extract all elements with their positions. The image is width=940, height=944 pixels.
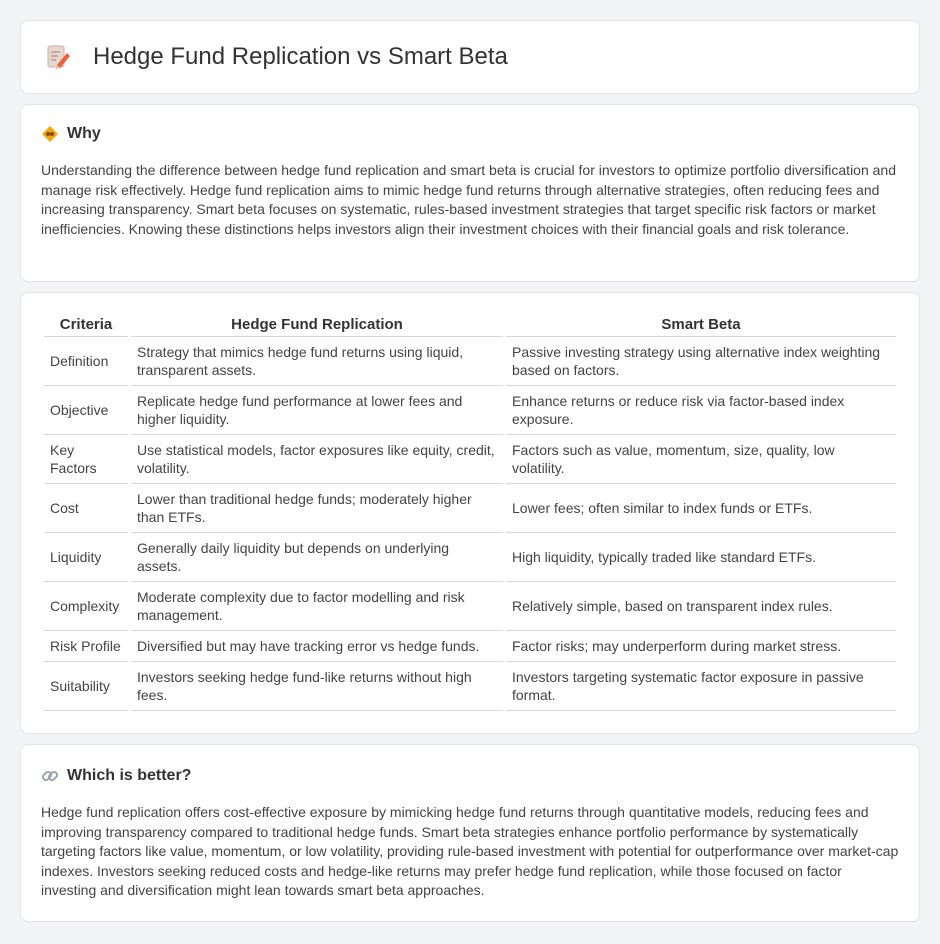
smart-beta-cell: Enhance returns or reduce risk via factor-based index exposure. <box>506 386 896 435</box>
criteria-cell: Complexity <box>44 582 128 631</box>
hedge-fund-cell: Use statistical models, factor exposures like equity, credit, volatility. <box>131 435 503 484</box>
hedge-fund-cell: Lower than traditional hedge funds; moderately higher than ETFs. <box>131 484 503 533</box>
hedge-fund-cell: Investors seeking hedge fund-like returns without high fees. <box>131 662 503 711</box>
handshake-icon <box>41 125 59 143</box>
table-row <box>44 631 896 662</box>
hedge-fund-cell: Replicate hedge fund performance at lower fees and higher liquidity. <box>131 386 503 435</box>
criteria-cell: Key Factors <box>44 435 128 484</box>
smart-beta-cell: Relatively simple, based on transparent index rules. <box>506 582 896 631</box>
hedge-fund-cell: Strategy that mimics hedge fund returns using liquid, transparent assets. <box>131 337 503 386</box>
criteria-cell: Risk Profile <box>44 631 128 662</box>
table-row <box>44 662 896 711</box>
comparison-table-card <box>20 292 920 734</box>
smart-beta-cell: High liquidity, typically traded like standard ETFs. <box>506 533 896 582</box>
table-row <box>44 386 896 435</box>
column-header: Hedge Fund Replication <box>131 313 503 337</box>
table-row <box>44 484 896 533</box>
why-title: Why <box>67 125 101 142</box>
smart-beta-cell: Investors targeting systematic factor exposure in passive format. <box>506 662 896 711</box>
why-text: Understanding the difference between hedge fund replication and smart beta is crucial for investors to optimize portfolio diversification and manage risk effectively. Hedge fund replication aims to mimic hedge fund returns through alternative strategies, often reducing fees and increasing transparency. Smart beta focuses on systematic, rules-based investment strategies that target specific risk factors or market inefficiencies. Knowing these distinctions helps investors align their investment choices with their financial goals and risk tolerance. <box>41 162 897 237</box>
table-header-row <box>44 313 896 337</box>
criteria-cell: Definition <box>44 337 128 386</box>
smart-beta-cell: Passive investing strategy using alternative index weighting based on factors. <box>506 337 896 386</box>
table-row <box>44 533 896 582</box>
smart-beta-cell: Factors such as value, momentum, size, quality, low volatility. <box>506 435 896 484</box>
criteria-cell: Suitability <box>44 662 128 711</box>
table-row <box>44 337 896 386</box>
smart-beta-cell: Lower fees; often similar to index funds or ETFs. <box>506 484 896 533</box>
column-header: Criteria <box>44 313 128 337</box>
criteria-cell: Objective <box>44 386 128 435</box>
which-is-better-section <box>20 744 920 922</box>
why-section <box>20 104 920 282</box>
hedge-fund-cell: Generally daily liquidity but depends on underlying assets. <box>131 533 503 582</box>
comparison-table <box>41 313 899 711</box>
table-row <box>44 435 896 484</box>
criteria-cell: Cost <box>44 484 128 533</box>
document-pencil-icon <box>45 44 71 70</box>
which-is-better-title: Which is better? <box>67 767 192 784</box>
link-icon <box>41 767 59 785</box>
table-row <box>44 582 896 631</box>
criteria-cell: Liquidity <box>44 533 128 582</box>
page-header <box>20 20 920 94</box>
hedge-fund-cell: Diversified but may have tracking error vs hedge funds. <box>131 631 503 662</box>
page-title: Hedge Fund Replication vs Smart Beta <box>93 43 508 70</box>
column-header: Smart Beta <box>506 313 896 337</box>
hedge-fund-cell: Moderate complexity due to factor modelling and risk management. <box>131 582 503 631</box>
which-is-better-text: Hedge fund replication offers cost-effective exposure by mimicking hedge fund returns through quantitative models, reducing fees and improving transparency compared to traditional hedge funds. Smart beta strategies enhance portfolio performance by systematically targeting factors like value, momentum, or low volatility, providing rule-based investment with potential for outperformance over market-cap indexes. Investors seeking reduced costs and hedge-like returns may prefer hedge fund replication, while those focused on factor investing and diversification might lean towards smart beta approaches. <box>41 804 899 898</box>
smart-beta-cell: Factor risks; may underperform during market stress. <box>506 631 896 662</box>
